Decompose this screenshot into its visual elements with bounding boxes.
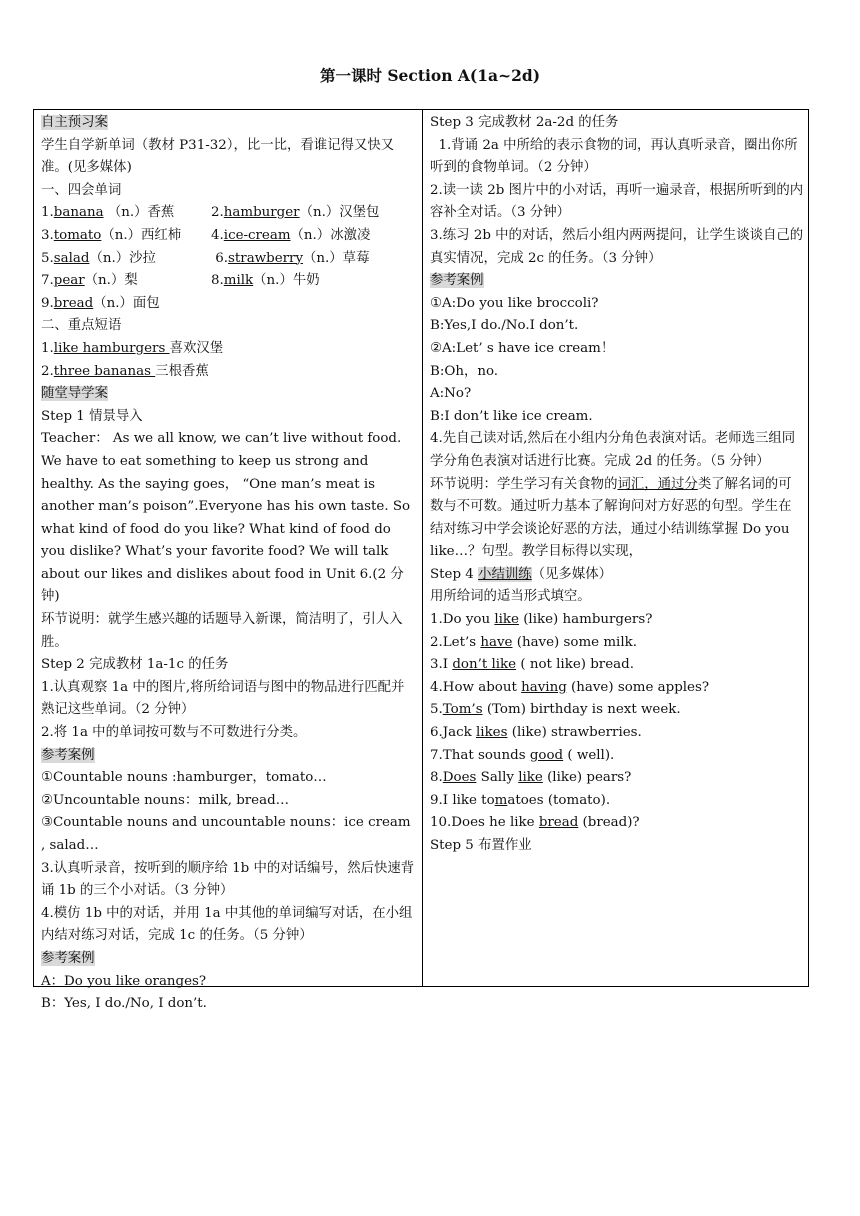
right-column [430, 112, 804, 858]
dialogue-line: A：Do you like oranges? [41, 973, 207, 989]
word-milk: milk [223, 273, 254, 289]
answer: like [518, 770, 543, 786]
step-1-heading: Step 1 情景导入 [41, 408, 143, 424]
step-1-note: 环节说明：就学生感兴趣的话题导入新课，简洁明了，引人入胜。 [41, 612, 403, 650]
exercise-item: 7.That sounds good ( well). [430, 747, 615, 763]
exercise-item: 4.How about having (have) some apples? [430, 679, 710, 695]
answer: don’t like [452, 657, 517, 673]
reference-line: ③Countable nouns and uncountable nouns：ice cream , salad… [41, 815, 411, 853]
step-3-note: 环节说明：学生学习有关食物的词汇，通过分类了解名词的可数与不可数。通过听力基本了解询问对方好恶的句型。学生在结对练习中学会谈论好恶的方法，通过小结训练掌握 Do you like…？句型。教学目标得以实现， [430, 476, 792, 560]
dialogue-line: B:I don’t like ice cream. [430, 408, 593, 424]
word-strawberry: strawberry [228, 250, 304, 266]
section-heading-guide: 随堂导学案 [41, 386, 108, 402]
teacher-paragraph: Teacher： As we all know, we can’t live without food. We have to eat something to keep us strong and healthy. As the saying goes， “One man’s meat is another man’s poison”.Everyone has his own taste. So what kind of food do you like? What kind of food do you dislike? What’s your favorite food? We will talk about our likes and dislikes about food in Unit 6.(2 分钟) [41, 431, 411, 605]
dialogue-line: B：Yes, I do./No, I don’t. [41, 996, 207, 1012]
exercise-item: 3.I don’t like ( not like) bread. [430, 657, 634, 673]
exercise-item: 2.Let’s have (have) some milk. [430, 634, 637, 650]
word-row: 1.banana （n.）香蕉 2.hamburger（n.）汉堡包 [41, 205, 380, 221]
word-hamburger: hamburger [223, 205, 300, 221]
phrases-heading: 二、重点短语 [41, 318, 122, 334]
phrase-three-bananas: three bananas [53, 363, 156, 379]
step-2-task-1: 1.认真观察 1a 中的图片,将所给词语与图中的物品进行匹配并熟记这些单词。（2 分钟） [41, 679, 405, 718]
lesson-table [33, 109, 809, 1012]
answer: good [529, 747, 564, 763]
step-4-heading: Step 4 小结训练（见多媒体） [430, 566, 612, 582]
left-column [41, 112, 415, 1016]
preview-intro: 学生自学新单词（教材 P31-32），比一比，看谁记得又快又准。(见多媒体) [41, 137, 395, 176]
answer: m [494, 792, 508, 808]
word-salad: salad [53, 250, 90, 266]
step-2-task-3: 3.认真听录音，按听到的顺序给 1b 中的对话编号，然后快速背诵 1b 的三个小对话。（3 分钟） [41, 860, 415, 899]
answer: have [480, 634, 513, 650]
answer: having [521, 679, 567, 695]
word-tomato: tomato [53, 227, 102, 243]
dialogue-line: ②A:Let’ s have ice cream！ [430, 340, 615, 356]
answer: Does [442, 770, 477, 786]
exercise-item: 10.Does he like bread (bread)? [430, 815, 640, 831]
word-ice-cream: ice-cream [223, 227, 291, 243]
dialogue-line: ①A:Do you like broccoli? [430, 295, 599, 311]
answer: Tom’s [442, 702, 483, 718]
reference-heading: 参考案例 [41, 747, 95, 763]
exercise-item: 5.Tom’s (Tom) birthday is next week. [430, 702, 681, 718]
step-3-heading: Step 3 完成教材 2a-2d 的任务 [430, 115, 619, 130]
word-row: 7.pear（n.）梨 8.milk（n.）牛奶 [41, 273, 320, 289]
reference-heading: 参考案例 [430, 273, 484, 289]
step-2-task-2: 2.将 1a 中的单词按可数与不可数进行分类。 [41, 725, 307, 741]
fill-instruction: 用所给词的适当形式填空。 [430, 589, 591, 605]
words-heading: 一、四会单词 [41, 182, 122, 198]
step-3-task-2: 2.读一读 2b 图片中的小对话，再听一遍录音，根据所听到的内容补全对话。（3 分钟） [430, 182, 804, 221]
dialogue-line: A:No? [430, 386, 472, 402]
word-pear: pear [53, 273, 85, 289]
answer: likes [476, 725, 508, 741]
reference-heading: 参考案例 [41, 950, 95, 966]
page-title: 第一课时 Section A(1a~2d) [319, 66, 541, 85]
step-5-heading: Step 5 布置作业 [430, 838, 532, 853]
step-2-task-4: 4.模仿 1b 中的对话，并用 1a 中其他的单词编写对话，在小组内结对练习对话，完成 1c 的任务。（5 分钟） [41, 905, 413, 944]
reference-line: ②Uncountable nouns：milk, bread… [41, 792, 290, 808]
exercise-item: 8.Does Sally like (like) pears? [430, 770, 632, 786]
section-heading-preview: 自主预习案 [41, 115, 108, 130]
answer: like [494, 612, 519, 628]
step-3-task-4: 4.先自己读对话,然后在小组内分角色表演对话。老师选三组同学分角色表演对话进行比赛。完成 2d 的任务。（5 分钟） [430, 431, 796, 469]
exercise-item: 9.I like tomatoes (tomato). [430, 792, 611, 808]
column-divider [422, 110, 423, 986]
dialogue-line: B:Oh，no. [430, 363, 499, 379]
word-row: 3.tomato（n.）西红柿 4.ice-cream（n.）冰激凌 [41, 227, 371, 243]
exercise-item: 6.Jack likes (like) strawberries. [430, 725, 642, 741]
dialogue-line: B:Yes,I do./No.I don’t. [430, 318, 579, 334]
reference-line: ①Countable nouns :hamburger，tomato… [41, 770, 327, 786]
step-3-task-3: 3.练习 2b 中的对话，然后小组内两两提问，让学生谈谈自己的真实情况，完成 2c 的任务。（3 分钟） [430, 227, 804, 266]
phrase-like-hamburgers: like hamburgers [53, 340, 170, 356]
phrase-row: 1.like hamburgers 喜欢汉堡 [41, 340, 224, 356]
step-3-task-1: 1.背诵 2a 中所给的表示食物的词，再认真听录音，圈出你所听到的食物单词。（2 分钟） [430, 137, 798, 176]
word-bread: bread [53, 295, 94, 311]
phrase-row: 2.three bananas 三根香蕉 [41, 363, 209, 379]
word-row: 9.bread（n.）面包 [41, 295, 160, 311]
exercise-item: 1.Do you like (like) hamburgers? [430, 612, 653, 628]
word-banana: banana [53, 205, 104, 221]
step-2-heading: Step 2 完成教材 1a-1c 的任务 [41, 657, 229, 673]
word-row: 5.salad（n.）沙拉 6.strawberry（n.）草莓 [41, 250, 370, 266]
answer: bread [538, 815, 579, 831]
